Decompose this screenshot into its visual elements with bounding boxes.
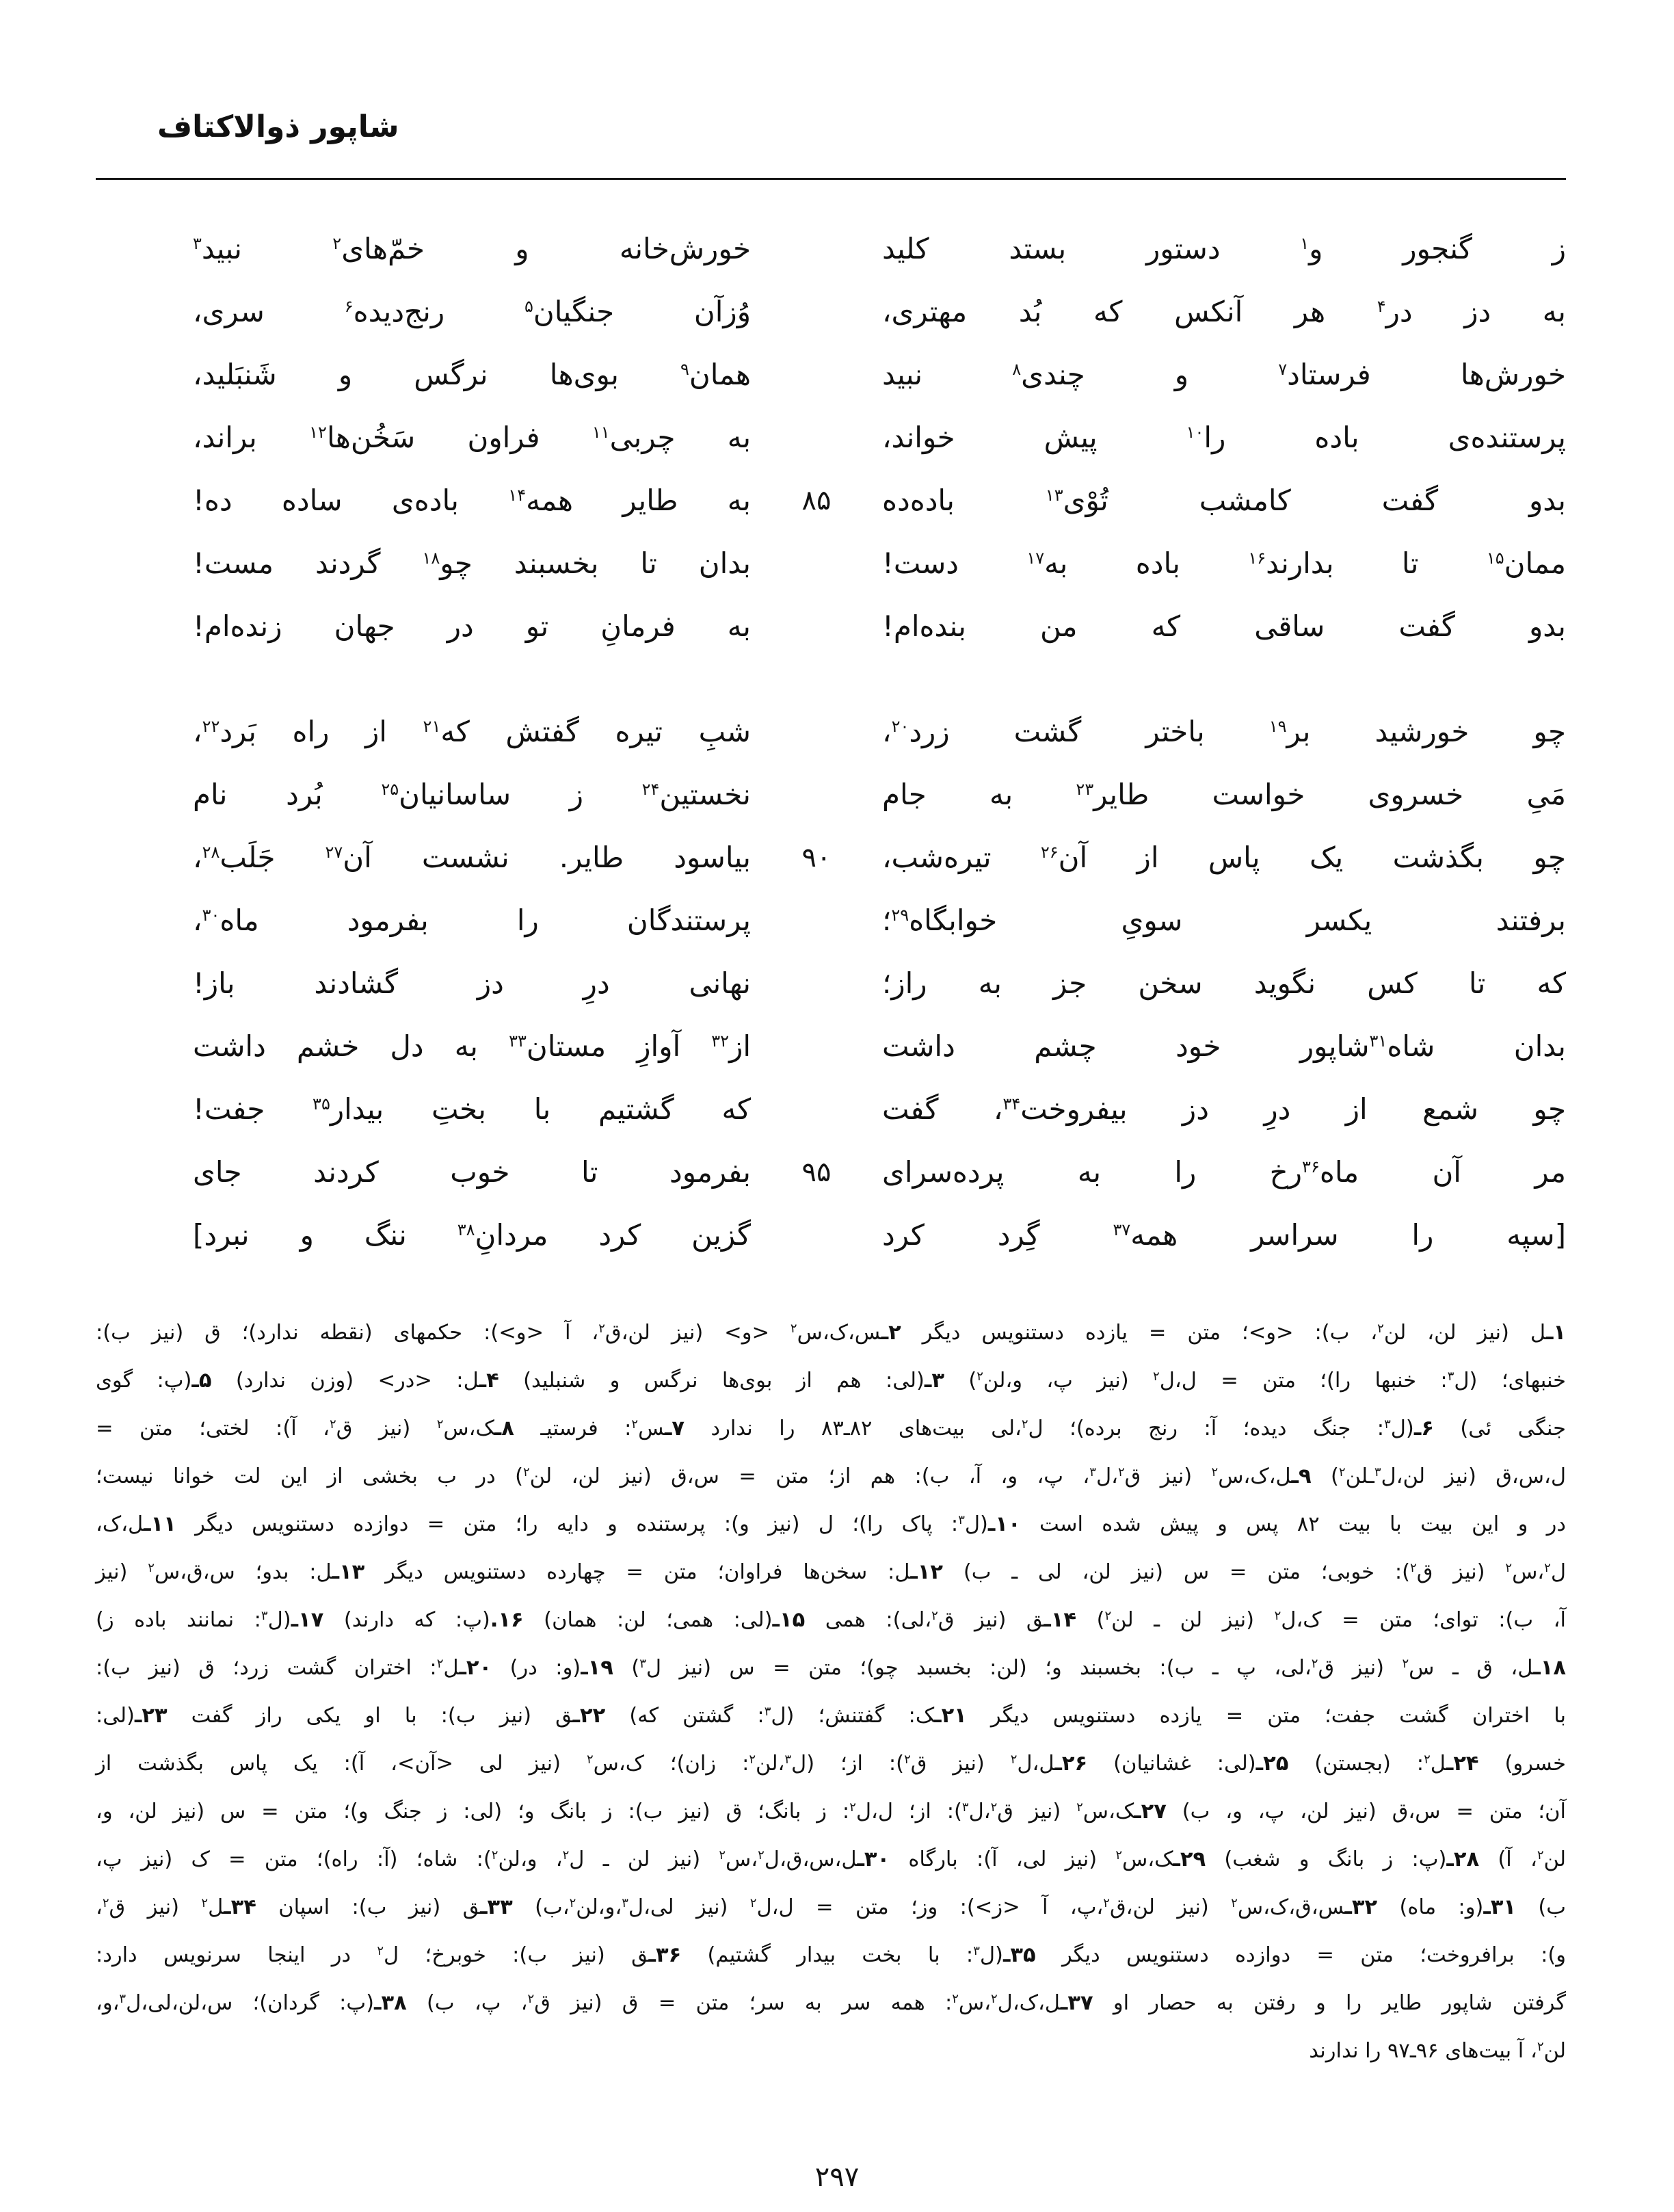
verse-number: ۹۰	[801, 842, 832, 873]
verse-row	[96, 763, 1566, 826]
verse-row	[96, 826, 1566, 889]
page-title: شاپور ذوالاکتاف	[157, 109, 399, 144]
hemistich-second: شبِ تیره گفتش که$^{۲۱}$ از راه بَرد$^{۲۲}$،	[193, 715, 751, 748]
hemistich-first: ممان$^{۱۵}$ تا بدارند$^{۱۶}$ باده به$^{۱۷}$ دست!	[882, 547, 1567, 580]
hemistich-second: به فرمانِ تو در جهان زنده‌ام!	[193, 609, 751, 643]
apparatus-line: گرفتن شاپور طایر را و رفتن به حصار او ۳۷ـل،ک،ل$^۲$،س$^۲$: همه سر به سر؛ متن = ق (نیز ق$^۲$، پ، ب) ۳۸ـ(پ: گردان)؛ س،لن،لی،ل$^۳$،و،	[96, 1991, 1566, 2015]
hemistich-second: بفرمود تا خوب کردند جای	[193, 1155, 751, 1189]
hemistich-first: بدو گفت ساقی که من بنده‌ام!	[882, 609, 1566, 643]
hemistich-first: [سپه را سراسر همه$^{۳۷}$ گِرد کرد	[882, 1218, 1566, 1252]
verse-row	[96, 343, 1566, 406]
verse-row	[96, 469, 1566, 532]
apparatus-line: و): برافروخت؛ متن = دوازده دستنویس دیگر ۳۵ـ(ل$^۳$: با بخت بیدار گشتیم) ۳۶ـق (نیز ب): خوبرخ؛ ل$^۲$ در اینجا سرنویس دارد:	[96, 1943, 1566, 1967]
hemistich-second: بیاسود طایر. نشست آن$^{۲۷}$ جَلَب$^{۲۸}$،	[193, 841, 751, 874]
hemistich-first: چو بگذشت یک پاس از آن$^{۲۶}$ تیره‌شب،	[882, 841, 1566, 874]
verse-row	[96, 595, 1566, 658]
verse-number: ۹۵	[801, 1157, 832, 1188]
verse-row	[96, 889, 1566, 952]
verse-row	[96, 1204, 1566, 1267]
verse-row	[96, 532, 1566, 595]
hemistich-first: بدو گفت کامشب تُوْی$^{۱۳}$ باده‌ده	[882, 484, 1566, 517]
apparatus-line: ۱۸ـل، ق ـ س$^۲$ (نیز ق$^۲$،لی، پ ـ ب): بخسبند و؛ (لن: بخسبد چو)؛ متن = س (نیز ل$^۳$) ۱۹ـ(و: در) ۲۰ـل$^۲$: اختران گشت زرد؛ ق (نیز ب):	[96, 1656, 1566, 1680]
verse-number: ۸۵	[801, 485, 832, 516]
hemistich-second: پرستندگان را بفرمود ماه$^{۳۰}$،	[193, 904, 751, 937]
hemistich-second: همان$^۹$ بوی‌ها نرگس و شَنبَلید،	[193, 358, 751, 391]
hemistich-first: چو خورشید بر$^{۱۹}$ باختر گشت زرد$^{۲۰}$،	[882, 715, 1566, 748]
apparatus-line: با اختران گشت جفت؛ متن = یازده دستنویس دیگر ۲۱ـک: گفتنش؛ (ل$^۳$: گشتن که) ۲۲ـق (نیز ب): با او یکی راز گفت ۲۳ـ(لی:	[96, 1704, 1566, 1728]
apparatus-line: خسرو) ۲۴ـل$^۲$: (بجستن) ۲۵ـ(لی: غشانیان) ۲۶ـل،ل$^۲$ (نیز ق$^۲$): از؛ (ل$^۳$،لن$^۲$: زان)؛ ک،س$^۲$ (نیز لی <آن>، آ): یک پاس بگذشت از	[96, 1752, 1567, 1776]
apparatus-line: ۱ـل (نیز لن، لن$^۲$، ب): <و>؛ متن = یازده دستنویس دیگر ۲ـس،ک،س$^۲$ <و> (نیز لن،ق$^۲$، آ <و>): حکمهای (نقطه ندارد)؛ ق (نیز ب):	[96, 1321, 1566, 1345]
hemistich-second: نخستین$^{۲۴}$ ز ساسانیان$^{۲۵}$ بُرد نام	[193, 778, 751, 811]
hemistich-second: خورش‌خانه و خمّ‌های$^۲$ نبید$^۳$	[193, 232, 752, 265]
verse-row	[96, 218, 1566, 280]
hemistich-first: مَیِ خسروی خواست طایر$^{۲۳}$ به جام	[882, 778, 1566, 811]
verse-block	[96, 218, 1566, 658]
poem	[96, 218, 1566, 1267]
hemistich-second: به چربی$^{۱۱}$ فراون سَخُن‌ها$^{۱۲}$ براند،	[193, 421, 752, 454]
hemistich-first: برفتند یکسر سویِ خوابگاه$^{۲۹}$؛	[882, 904, 1566, 937]
running-head	[96, 82, 1566, 178]
verse-row	[96, 280, 1566, 343]
apparatus-line: ب) ۳۱ـ(و: ماه) ۳۲ـس،ق،ک،س$^۲$ (نیز لن،ق$^۲$،پ، آ <ز>): وز؛ متن = ل،ل$^۲$ (نیز لی،ل$^۳$،و،لن$^۲$،ب) ۳۳ـق (نیز ب): اسپان ۳۴ـل$^۲$ (نیز ق$^۲$،	[96, 1895, 1566, 1919]
hemistich-first: بدان شاه$^{۳۱}$شاپور خود چشم داشت	[882, 1029, 1566, 1063]
verse-row	[96, 700, 1566, 763]
apparatus-line: ل$^۲$،س$^۲$ (نیز ق$^۲$): خوبی؛ متن = س (نیز لن، لی ـ ب) ۱۲ـل: سخن‌ها فراوان؛ متن = چهارده دستنویس دیگر ۱۳ـل: بدو؛ س،ق،س$^۲$ (نیز	[96, 1560, 1566, 1584]
apparatus-line: آ، ب): توای؛ متن = ک،ل$^۲$ (نیز لن ـ لن$^۲$) ۱۴ـق (نیز ق$^۲$،لی): همی ۱۵ـ(لی: همی؛ لن: همان) ۱۶.(پ: که دارند) ۱۷ـ(ل$^۳$: نمانند باده ز)	[96, 1608, 1566, 1632]
apparatus-line: در و این بیت با بیت ۸۲ پس و پیش شده است ۱۰ـ(ل$^۳$: پاک را)؛ ل (نیز و): پرستنده و دایه را؛ متن = دوازده دستنویس دیگر ۱۱ـل،ک،	[96, 1512, 1566, 1536]
page-number: ۲۹۷	[814, 2161, 860, 2193]
hemistich-first: ز گنجور و$^۱$ دستور بستد کلید	[882, 232, 1566, 265]
critical-apparatus	[96, 1309, 1566, 2075]
hemistich-second: نهانی درِ دز گشادند باز!	[193, 966, 751, 1000]
hemistich-first: مر آن ماه$^{۳۶}$رخ را به پرده‌سرای	[882, 1155, 1566, 1189]
hemistich-second: گزین کرد مردانِ$^{۳۸}$ ننگ و نبرد]	[193, 1218, 751, 1252]
hemistich-second: به طایر همه$^{۱۴}$ باده‌ی ساده ده!	[193, 484, 751, 517]
apparatus-line: خنبهای؛ (ل$^۳$: خنبها را)؛ متن = ل،ل$^۲$ (نیز پ، و،لن$^۲$) ۳ـ(لی: هم از بوی‌ها نرگس و شنبلید) ۴ـل: <در> (وزن ندارد) ۵ـ(پ: گوی	[96, 1369, 1566, 1393]
hemistich-first: که تا کس نگوید سخن جز به راز؛	[882, 966, 1566, 1000]
verse-row	[96, 1015, 1566, 1078]
hemistich-second: وُزآن جنگیان$^۵$ رنج‌دیده$^۶$ سری،	[193, 295, 751, 328]
apparatus-line: لن$^۲$، آ بیت‌های ۹۶ـ۹۷ را ندارند	[1309, 2039, 1566, 2063]
hemistich-first: خورش‌ها فرستاد$^۷$ و چندی$^۸$ نبید	[882, 358, 1567, 391]
apparatus-line: جنگی ئی) ۶ـ(ل$^۳$: جنگ دیده؛ آ: رنج برده)؛ ل$^۲$،لی بیت‌های ۸۲ـ۸۳ را ندارد ۷ـس$^۲$: فرستیـ ۸ـک،س$^۲$ (نیز ق$^۲$، آ): لختی؛ متن =	[96, 1417, 1566, 1440]
header-rule	[96, 178, 1566, 180]
apparatus-line: آن؛ متن = س،ق (نیز لن، پ، و، ب) ۲۷ـک،س$^۲$ (نیز ق$^۲$،ل$^۳$): از؛ ل،ل$^۲$: ز بانگ؛ ق (نیز ب): ز بانگ و؛ (لی: ز جنگ و)؛ متن = س (نیز لن، و،	[96, 1800, 1566, 1823]
apparatus-line: لن$^۲$، آ) ۲۸ـ(پ: ز بانگ و شغب) ۲۹ـک،س$^۲$ (نیز لی، آ): بارگاه ۳۰ـل،س،ق،ل$^۲$،س$^۲$ (نیز لن ـ ل$^۲$، و،لن$^۲$): شاه؛ (آ: راه)؛ متن = ک (نیز پ،	[96, 1847, 1566, 1871]
apparatus-line: ل،س،ق (نیز لن،ل$^۳$ـلن$^۲$) ۹ـل،ک،س$^۲$ (نیز ق$^۲$،ل$^۳$، پ، و، آ، ب): هم از؛ متن = س،ق (نیز لن، لن$^۲$) در ب بخشی از این لت خوانا نیست؛	[96, 1464, 1566, 1488]
hemistich-first: پرستنده‌ی باده را$^{۱۰}$ پیش خواند،	[882, 421, 1566, 454]
hemistich-second: که گشتیم با بختِ بیدار$^{۳۵}$ جفت!	[193, 1092, 751, 1126]
verse-row	[96, 406, 1566, 469]
verse-block	[96, 700, 1566, 1267]
verse-row	[96, 1078, 1566, 1141]
verse-row	[96, 1141, 1566, 1204]
hemistich-first: به دز در$^۴$ هر آنکس که بُد مهتری،	[882, 295, 1566, 328]
hemistich-second: بدان تا بخسبند چو$^{۱۸}$ گردند مست!	[193, 547, 751, 580]
verse-row	[96, 952, 1566, 1015]
hemistich-first: چو شمع از درِ دز بیفروخت$^{۳۴}$، گفت	[882, 1092, 1567, 1126]
hemistich-second: از$^{۳۲}$ آوازِ مستان$^{۳۳}$ به دل خشم داشت	[193, 1029, 752, 1063]
